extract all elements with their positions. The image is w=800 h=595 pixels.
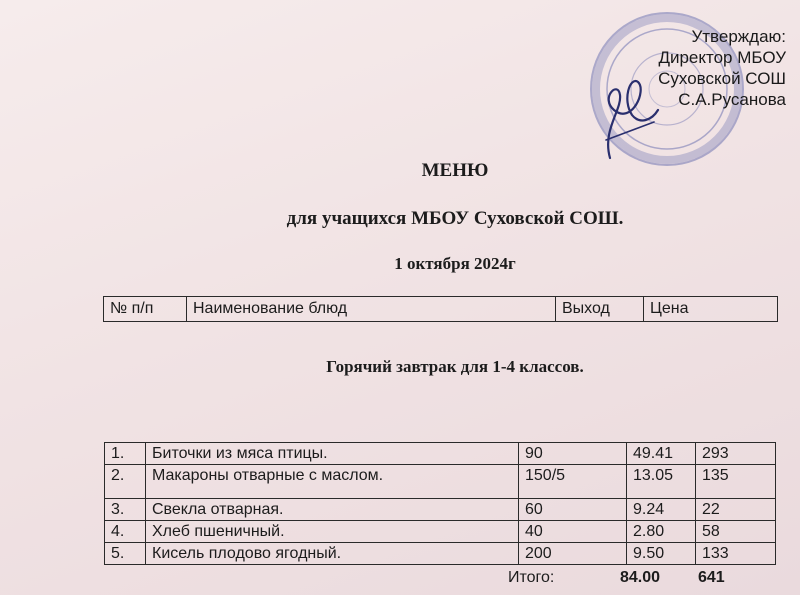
item-price: 13.05 xyxy=(627,465,696,499)
item-kcal: 135 xyxy=(696,465,776,499)
approval-line-4: С.А.Русанова xyxy=(678,90,786,109)
item-num: 3. xyxy=(105,499,146,521)
item-kcal: 22 xyxy=(696,499,776,521)
item-num: 1. xyxy=(105,443,146,465)
table-row xyxy=(105,465,776,499)
table-row xyxy=(105,543,776,565)
header-price: Цена xyxy=(644,297,778,322)
table-row xyxy=(105,499,776,521)
item-kcal: 133 xyxy=(696,543,776,565)
totals-price: 84.00 xyxy=(620,569,661,586)
approval-block xyxy=(658,26,786,110)
item-price: 9.24 xyxy=(627,499,696,521)
item-price: 2.80 xyxy=(627,521,696,543)
item-price: 9.50 xyxy=(627,543,696,565)
item-kcal: 293 xyxy=(696,443,776,465)
item-output: 40 xyxy=(519,521,627,543)
approval-line-2: Директор МБОУ xyxy=(658,48,786,67)
menu-header-table xyxy=(103,296,778,322)
header-name: Наименование блюд xyxy=(187,297,556,322)
header-output: Выход xyxy=(556,297,644,322)
page-title: МЕНЮ xyxy=(421,160,489,181)
table-row xyxy=(105,521,776,543)
item-output: 60 xyxy=(519,499,627,521)
item-name: Биточки из мяса птицы. xyxy=(146,443,519,465)
totals-kcal: 641 xyxy=(698,569,725,586)
header-num: № п/п xyxy=(104,297,187,322)
item-output: 200 xyxy=(519,543,627,565)
item-kcal: 58 xyxy=(696,521,776,543)
menu-date: 1 октября 2024г xyxy=(394,254,516,273)
totals-label: Итого: xyxy=(508,569,555,586)
item-name: Макароны отварные с маслом. xyxy=(146,465,519,499)
item-name: Кисель плодово ягодный. xyxy=(146,543,519,565)
item-name: Свекла отварная. xyxy=(146,499,519,521)
approval-line-3: Суховской СОШ xyxy=(658,69,786,88)
item-num: 5. xyxy=(105,543,146,565)
item-output: 90 xyxy=(519,443,627,465)
item-num: 2. xyxy=(105,465,146,499)
item-name: Хлеб пшеничный. xyxy=(146,521,519,543)
approval-line-1: Утверждаю: xyxy=(691,27,786,46)
section-title: Горячий завтрак для 1-4 классов. xyxy=(326,357,584,376)
item-num: 4. xyxy=(105,521,146,543)
item-output: 150/5 xyxy=(519,465,627,499)
signature xyxy=(592,70,662,165)
page-subtitle: для учащихся МБОУ Суховской СОШ. xyxy=(286,208,624,229)
menu-table xyxy=(104,442,776,565)
table-row xyxy=(105,443,776,465)
item-price: 49.41 xyxy=(627,443,696,465)
